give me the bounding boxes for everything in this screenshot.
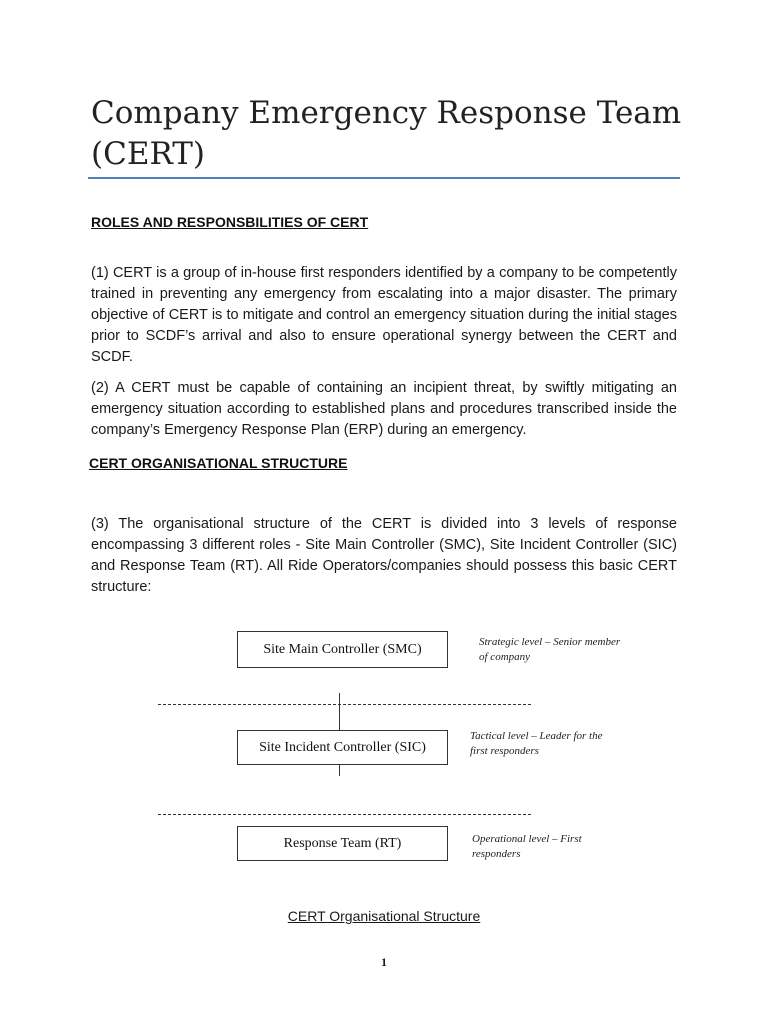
paragraph-2: (2) A CERT must be capable of containing an incipient threat, by swiftly mitigating an emergency situation according to established plans and procedures transcribed inside the company’s Emergency Response Plan (ERP) during an emergency. (91, 380, 677, 438)
title-divider (88, 177, 680, 179)
note-operational-level: Operational level – First responders (472, 833, 582, 860)
section-heading-structure: CERT ORGANISATIONAL STRUCTURE (89, 455, 348, 471)
box-response-team: Response Team (RT) (237, 826, 448, 861)
page-number: 1 (381, 955, 387, 969)
note-strategic-level: Strategic level – Senior member of company (479, 636, 621, 663)
level-divider-1 (158, 704, 531, 705)
box-site-main-controller: Site Main Controller (SMC) (237, 631, 448, 668)
paragraph-3: (3) The organisational structure of the CERT is divided into 3 levels of response encompassing 3 different roles - Site Main Controller (SMC), Site Incident Controller (SIC) and Response Team (RT). All Ride Operators/companies should possess this basic CERT structure: (91, 516, 677, 595)
diagram-caption (0, 907, 768, 925)
document-title: Company Emergency Response Team (CERT) (91, 95, 682, 172)
section-heading-roles: ROLES AND RESPONSBILITIES OF CERT (91, 214, 369, 230)
connector-line-1 (339, 693, 340, 730)
paragraph-1: (1) CERT is a group of in-house first responders identified by a company to be competently trained in preventing any emergency from escalating into a major disaster. The primary objective of CERT is to mitigate and control an emergency situation during the initial stages prior to SCDF’s arrival and also to ensure operational synergy between the CERT and SCDF. (91, 265, 677, 365)
diagram-caption-text: CERT Organisational Structure (287, 908, 481, 924)
connector-line-2 (339, 765, 340, 776)
box-site-incident-controller: Site Incident Controller (SIC) (237, 730, 448, 765)
level-divider-2 (158, 814, 531, 815)
note-tactical-level: Tactical level – Leader for the first responders (470, 730, 603, 757)
